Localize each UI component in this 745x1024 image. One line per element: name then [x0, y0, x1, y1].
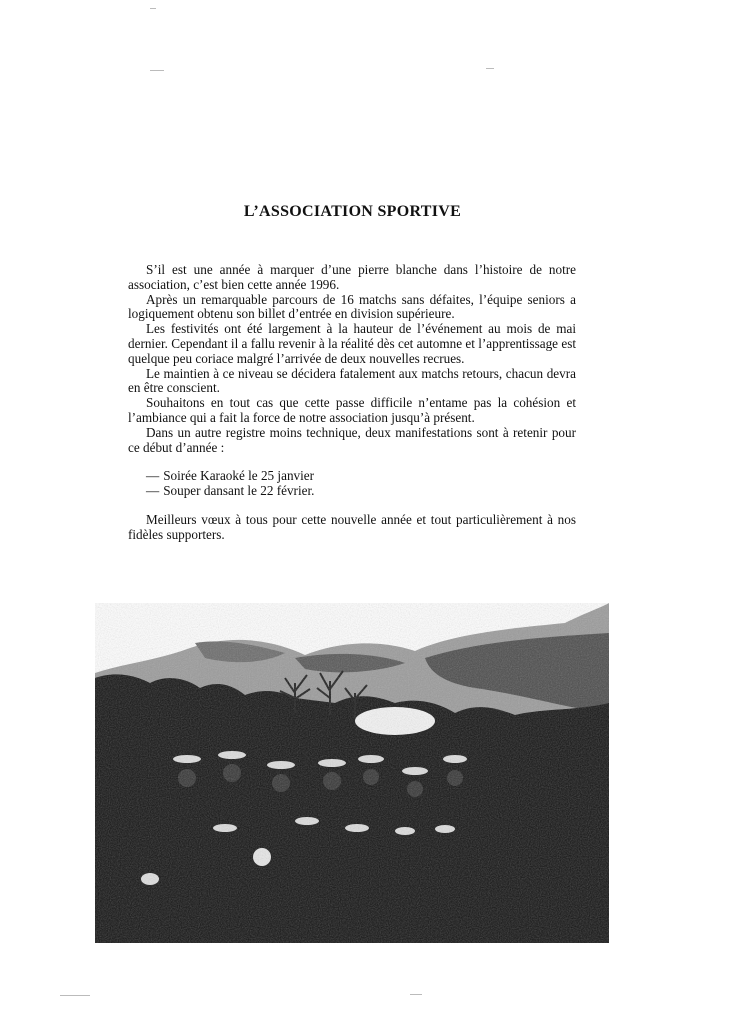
- event-text: Soirée Karaoké le 25 janvier: [163, 468, 315, 484]
- paragraph: Dans un autre registre moins technique, deux manifestations sont à retenir pour ce début d’année :: [128, 424, 576, 455]
- paragraph: S’il est une année à marquer d’une pierre blanche dans l’histoire de notre association, c’est bien cette année 1996.: [128, 262, 576, 292]
- page-title: L’ASSOCIATION SPORTIVE: [243, 203, 462, 220]
- list-item: [128, 484, 576, 499]
- article-body: [128, 263, 576, 543]
- list-item: [128, 469, 576, 484]
- dash: —: [146, 483, 160, 499]
- event-list: [128, 469, 576, 499]
- paragraph: Après un remarquable parcours de 16 matchs sans défaites, l’équipe seniors a logiquement obtenu son billet d’entrée en division supérieure.: [128, 291, 576, 322]
- team-photo: [95, 603, 609, 943]
- paragraph: Souhaitons en tout cas que cette passe difficile n’entame pas la cohésion et l’ambiance qui a fait la force de notre association jusqu’à présent.: [128, 395, 576, 425]
- paragraph: Le maintien à ce niveau se décidera fatalement aux matchs retours, chacun devra en être conscient.: [128, 365, 576, 396]
- event-text: Souper dansant le 22 février.: [163, 483, 315, 499]
- dash: —: [146, 468, 160, 484]
- paragraph: Les festivités ont été largement à la hauteur de l’événement au mois de mai dernier. Cependant il a fallu revenir à la réalité dès cet automne et l’apprentissage est quelque peu coriace malgré l’arrivée de deux nouvelles recrues.: [128, 321, 576, 366]
- closing-paragraph: Meilleurs vœux à tous pour cette nouvelle année et tout particulièrement à nos fidèles supporters.: [128, 511, 576, 542]
